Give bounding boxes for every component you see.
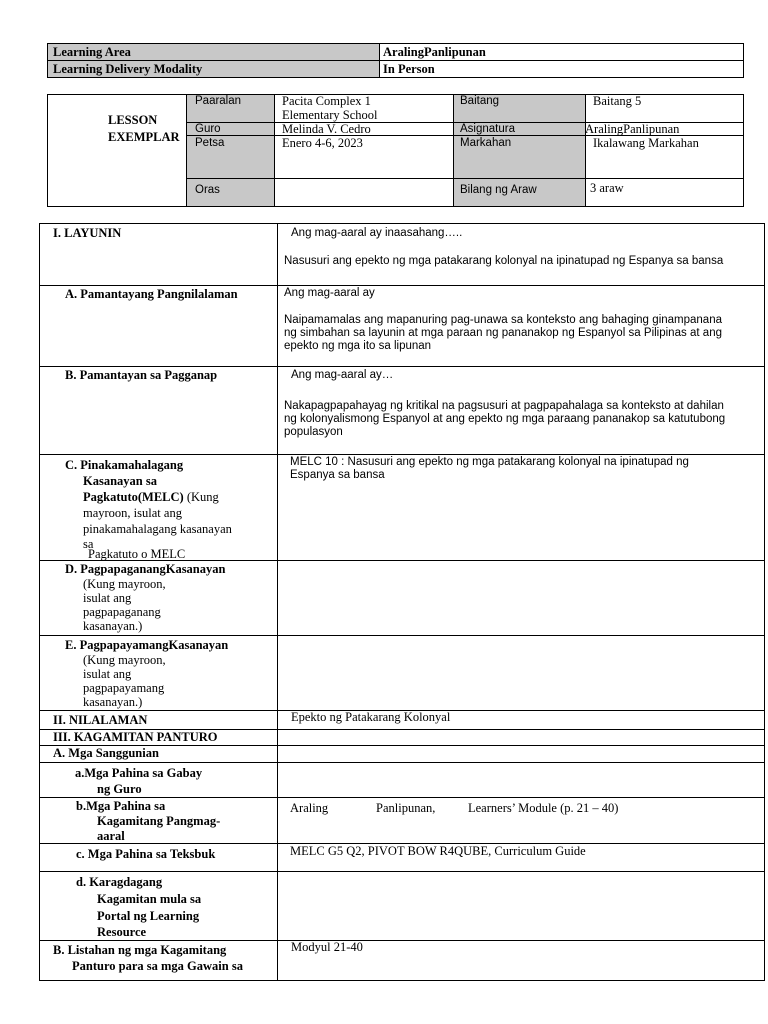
- karagdagang-label-line2: Kagamitan mula sa: [97, 892, 202, 906]
- petsa-value: Enero 4-6, 2023: [282, 136, 363, 150]
- oras-label: Oras: [195, 184, 220, 196]
- pagpapayamang-label-line3: isulat ang: [83, 667, 132, 681]
- row-divider-2: [39, 366, 765, 367]
- row-divider-1: [39, 285, 765, 286]
- row-divider-10: [39, 797, 765, 798]
- melc-label-line6: sa: [83, 537, 94, 551]
- gabay-guro-label-line2: ng Guro: [97, 782, 142, 796]
- paaralan-label: Paaralan: [195, 95, 242, 107]
- pagpapayamang-label-line4: pagpapayamang: [83, 681, 165, 695]
- kagamitang-pangmag-aaral-label-line1: b.Mga Pahina sa: [76, 799, 166, 813]
- karagdagang-label-line3: Portal ng Learning: [97, 909, 200, 923]
- pagpapaganang-label-line4: pagpapaganang: [83, 605, 161, 619]
- info-row-divider-3: [186, 178, 744, 179]
- markahan-value: Ikalawang Markahan: [593, 136, 699, 150]
- guro-label: Guro: [195, 123, 221, 135]
- listahan-value: Modyul 21-40: [291, 940, 363, 954]
- sanggunian-label: A. Mga Sanggunian: [53, 746, 159, 760]
- guro-value: Melinda V. Cedro: [282, 122, 371, 136]
- karagdagang-label-line1: d. Karagdagang: [76, 875, 163, 889]
- kagamitang-pangmag-aaral-label-line2: Kagamitang Pangmag-: [97, 814, 221, 828]
- karagdagang-label-line4: Resource: [97, 925, 147, 939]
- header-col-divider: [379, 43, 380, 78]
- markahan-label: Markahan: [460, 137, 512, 149]
- info-col-divider-1: [186, 94, 187, 207]
- asignatura-label: Asignatura: [460, 123, 515, 135]
- pamantayan-sa-pagganap-label: B. Pamantayan sa Pagganap: [65, 368, 218, 382]
- modality-value: In Person: [383, 62, 435, 76]
- teksbuk-value: MELC G5 Q2, PIVOT BOW R4QUBE, Curriculum Guide: [290, 844, 586, 858]
- lesson-title-line2: EXEMPLAR: [108, 130, 180, 144]
- info-col-divider-4: [585, 94, 586, 207]
- kagamitang-value-word2: Panlipunan,: [376, 801, 436, 815]
- kagamitan-panturo-label: III. KAGAMITAN PANTURO: [53, 730, 218, 744]
- melc-label-line1: C. Pinakamahalagang: [65, 458, 184, 472]
- teksbuk-label: c. Mga Pahina sa Teksbuk: [76, 847, 216, 861]
- row-divider-3: [39, 454, 765, 455]
- pamantayan-sa-pagganap-intro: Ang mag-aaral ay…: [291, 369, 394, 381]
- nilalaman-label: II. NILALAMAN: [53, 713, 148, 727]
- pamantayang-pangnilalaman-text: Naipamamalas ang mapanuring pag-unawa sa konteksto ang bahaging ginampanana ng simbahan sa layunin at mga paraan ng pananakop ng Espanyol sa Pilipinas at ang epekto ng mga ito sa lipunan: [284, 314, 722, 352]
- pamantayang-pangnilalaman-intro: Ang mag-aaral ay: [284, 287, 375, 299]
- layunin-text: Nasusuri ang epekto ng mga patakarang kolonyal na ipinatupad ng Espanya sa bansa: [284, 255, 724, 267]
- melc-label-line3: [83, 490, 219, 504]
- gabay-guro-label-line1: a.Mga Pahina sa Gabay: [75, 766, 203, 780]
- melc-label-line2: Kasanayan sa: [83, 474, 157, 488]
- kagamitang-value-word3: Learners’ Module (p. 21 – 40): [468, 801, 619, 815]
- pagpapaganang-label-line2: (Kung mayroon,: [83, 577, 166, 591]
- pagpapayamang-label-line5: kasanayan.): [83, 695, 143, 709]
- baitang-value: Baitang 5: [593, 94, 642, 108]
- bilang-value: 3 araw: [590, 181, 624, 195]
- row-divider-5: [39, 635, 765, 636]
- bilang-label: Bilang ng Araw: [460, 184, 537, 196]
- layunin-intro: Ang mag-aaral ay inaasahang…..: [291, 227, 463, 239]
- petsa-label: Petsa: [195, 137, 225, 149]
- row-divider-12: [39, 871, 765, 872]
- melc-label-bold: Pagkatuto(MELC): [83, 490, 184, 504]
- pagpapaganang-label-line5: kasanayan.): [83, 619, 143, 633]
- melc-label-line4: mayroon, isulat ang: [83, 506, 182, 520]
- info-col-divider-2: [274, 94, 275, 207]
- content-col-divider: [277, 223, 278, 981]
- paaralan-value-line2: Elementary School: [282, 108, 378, 122]
- melc-text: MELC 10 : Nasusuri ang epekto ng mga patakarang kolonyal na ipinatupad ng Espanya sa bansa: [290, 456, 689, 481]
- info-col-divider-3: [453, 94, 454, 207]
- row-divider-13: [39, 940, 765, 941]
- learning-area-value: AralingPanlipunan: [383, 45, 486, 59]
- header-row-divider: [47, 60, 744, 61]
- layunin-label: I. LAYUNIN: [53, 226, 122, 240]
- modality-label: Learning Delivery Modality: [53, 62, 203, 76]
- paaralan-value-line1: Pacita Complex 1: [282, 94, 371, 108]
- learning-area-label: Learning Area: [53, 45, 131, 59]
- pagpapaganang-label-line1: D. PagpapaganangKasanayan: [65, 562, 226, 576]
- pagpapaganang-label-line3: isulat ang: [83, 591, 132, 605]
- melc-label-line5: pinakamahalagang kasanayan: [83, 522, 232, 536]
- asignatura-value: AralingPanlipunan: [585, 122, 680, 136]
- kagamitang-pangmag-aaral-label-line3: aaral: [97, 829, 125, 843]
- pagpapayamang-label-line2: (Kung mayroon,: [83, 653, 166, 667]
- lesson-title-line1: LESSON: [108, 113, 158, 127]
- kagamitang-value-word1: Araling: [290, 801, 329, 815]
- info-table-border: [47, 94, 744, 207]
- melc-label-note: (Kung: [183, 490, 219, 504]
- melc-label-line7: Pagkatuto o MELC: [88, 547, 186, 561]
- pagpapayamang-label-line1: E. PagpapayamangKasanayan: [65, 638, 229, 652]
- nilalaman-value: Epekto ng Patakarang Kolonyal: [291, 710, 451, 724]
- pamantayan-sa-pagganap-text: Nakapagpapahayag ng kritikal na pagsusuri at pagpapahalaga sa konteksto at dahilan ng kolonyalismong Espanyol at ang epekto ng mga paraang pananakop sa katutubong populasyon: [284, 400, 726, 438]
- row-divider-9: [39, 762, 765, 763]
- baitang-label: Baitang: [460, 95, 500, 107]
- listahan-label-line1: B. Listahan ng mga Kagamitang: [53, 943, 227, 957]
- pamantayang-pangnilalaman-label: A. Pamantayang Pangnilalaman: [65, 287, 238, 301]
- listahan-label-line2: Panturo para sa mga Gawain sa: [72, 959, 243, 973]
